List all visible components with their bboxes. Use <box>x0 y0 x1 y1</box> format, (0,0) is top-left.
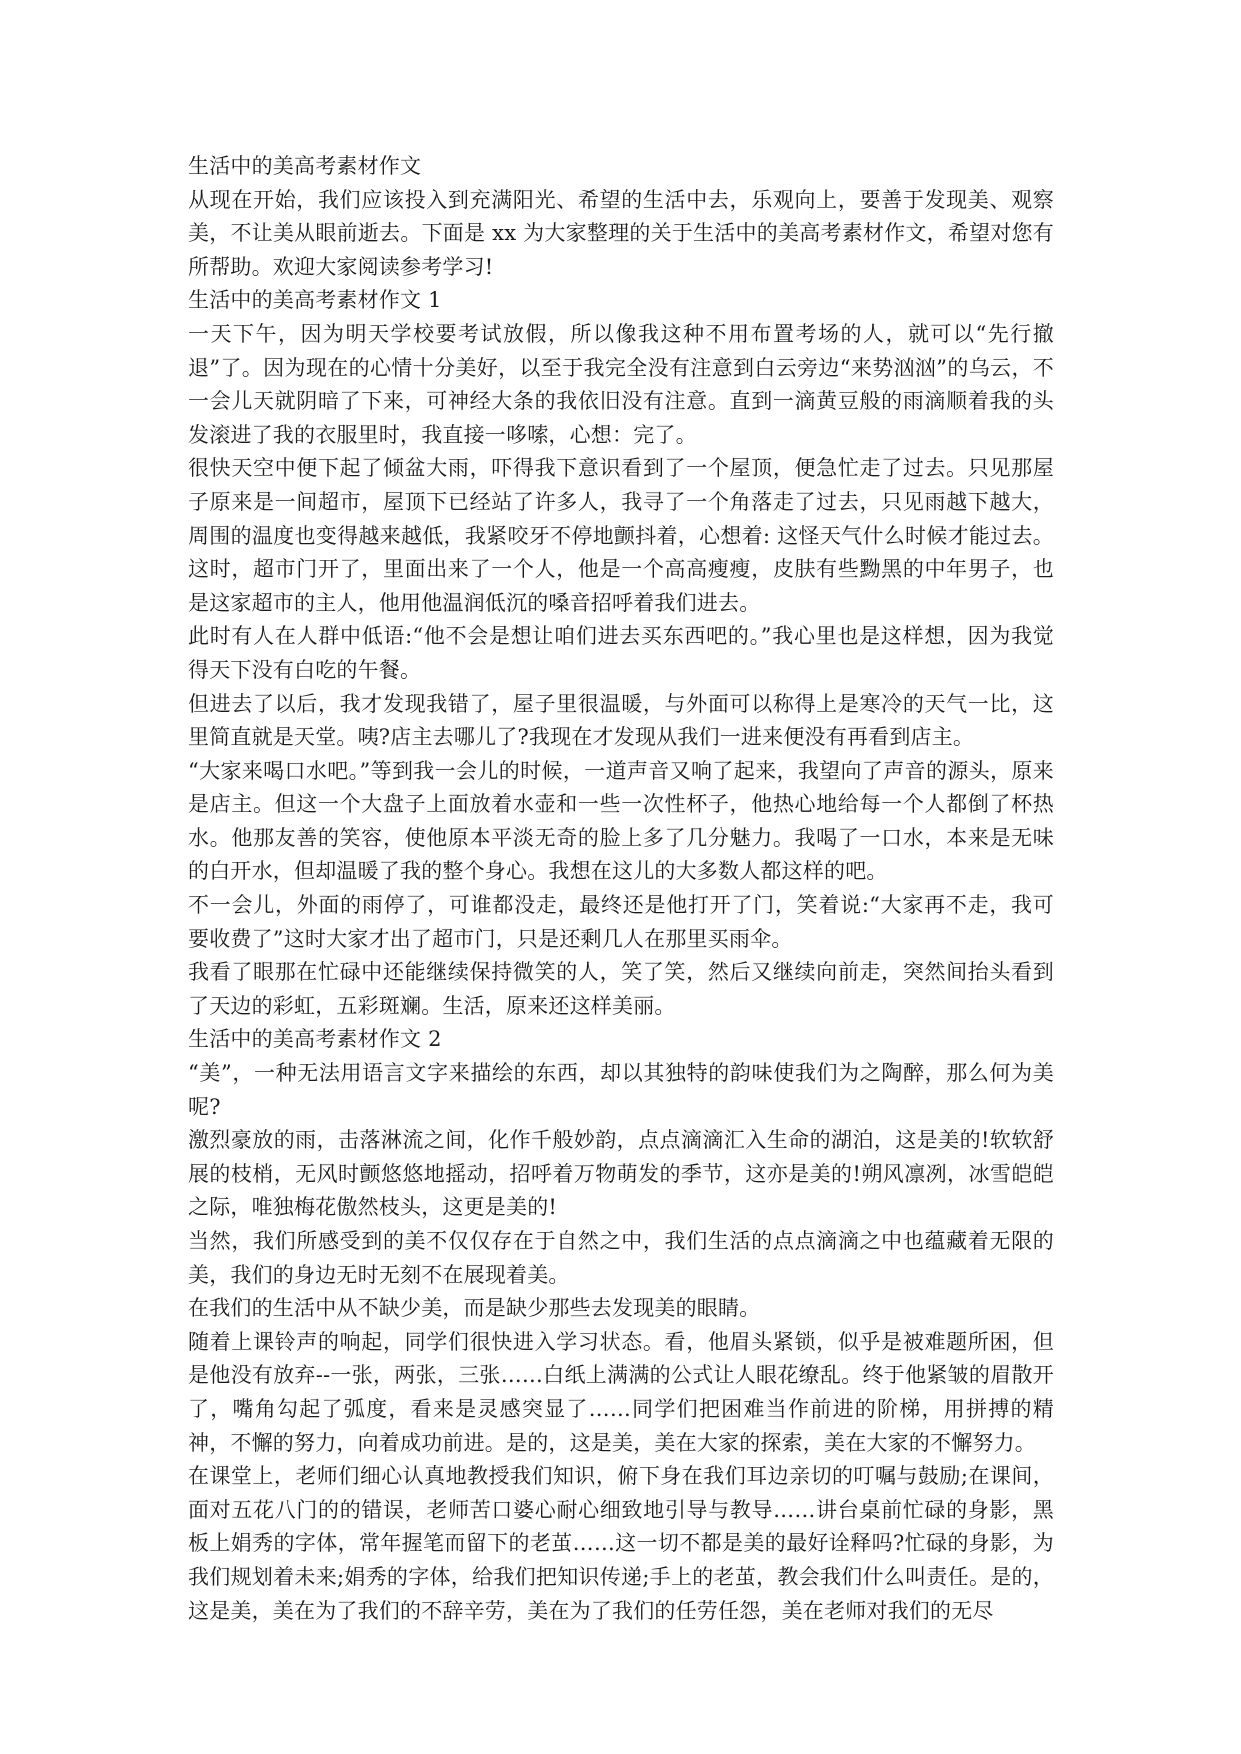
essay-2-paragraph-1: “美”，一种无法用语言文字来描绘的东西，却以其独特的韵味使我们为之陶醉，那么何为美呢? <box>188 1061 1054 1119</box>
essay-1-paragraph-3: 此时有人在人群中低语:“他不会是想让咱们进去买东西吧的。”我心里也是这样想，因为我觉得天下没有白吃的午餐。 <box>188 624 1054 682</box>
essay-2-paragraph-6: 在课堂上，老师们细心认真地教授我们知识，俯下身在我们耳边亲切的叮嘱与鼓励;在课间，面对五花八门的的错误，老师苦口婆心耐心细致地引导与教导……讲台桌前忙碌的身影，黑板上娟秀的字体，常年握笔而留下的老茧……这一切不都是美的最好诠释吗?忙碌的身影，为我们规划着未来;娟秀的字体，给我们把知识传递;手上的老茧，教会我们什么叫责任。是的，这是美，美在为了我们的不辞辛劳，美在为了我们的任劳任怨，美在老师对我们的无尽 <box>188 1464 1054 1623</box>
essay-1-paragraph-1: 一天下午，因为明天学校要考试放假，所以像我这种不用布置考场的人，就可以“先行撤退”了。因为现在的心情十分美好，以至于我完全没有注意到白云旁边“来势汹汹”的乌云，不一会儿天就阴暗了下来，可神经大条的我依旧没有注意。直到一滴黄豆般的雨滴顺着我的头发滚进了我的衣服里时，我直接一哆嗦，心想：完了。 <box>188 321 1054 447</box>
essay-1-paragraph-5: “大家来喝口水吧。”等到我一会儿的时候，一道声音又响了起来，我望向了声音的源头，原来是店主。但这一个大盘子上面放着水壶和一些一次性杯子，他热心地给每一个人都倒了杯热水。他那友善的笑容，使他原本平淡无奇的脸上多了几分魅力。我喝了一口水，本来是无味的白开水，但却温暖了我的整个身心。我想在这儿的大多数人都这样的吧。 <box>188 758 1054 884</box>
essay-1-paragraph-2: 很快天空中便下起了倾盆大雨，吓得我下意识看到了一个屋顶，便急忙走了过去。只见那屋子原来是一间超市，屋顶下已经站了许多人，我寻了一个角落走了过去，只见雨越下越大，周围的温度也变得越来越低，我紧咬牙不停地颤抖着，心想着: 这怪天气什么时候才能过去。这时，超市门开了，里面出来了一个人，他是一个高高瘦瘦，皮肤有些黝黑的中年男子，也是这家超市的主人，他用他温润低沉的嗓音招呼着我们进去。 <box>188 456 1054 615</box>
intro-paragraph: 从现在开始，我们应该投入到充满阳光、希望的生活中去，乐观向上，要善于发现美、观察美，不让美从眼前逝去。下面是 xx 为大家整理的关于生活中的美高考素材作文，希望对您有所帮助。欢迎大家阅读参考学习! <box>188 187 1054 279</box>
essay-2-heading: 生活中的美高考素材作文 2 <box>188 1027 442 1052</box>
essay-1-heading: 生活中的美高考素材作文 1 <box>188 288 442 313</box>
essay-2-paragraph-4: 在我们的生活中从不缺少美，而是缺少那些去发现美的眼睛。 <box>188 1296 761 1321</box>
document-page <box>188 150 1054 1628</box>
essay-1-paragraph-7: 我看了眼那在忙碌中还能继续保持微笑的人，笑了笑，然后又继续向前走，突然间抬头看到了天边的彩虹，五彩斑斓。生活，原来还这样美丽。 <box>188 960 1054 1018</box>
essay-2-paragraph-5: 随着上课铃声的响起，同学们很快进入学习状态。看，他眉头紧锁，似乎是被难题所困，但是他没有放弃--一张，两张，三张……白纸上满满的公式让人眼花缭乱。终于他紧皱的眉散开了，嘴角勾起了弧度，看来是灵感突显了……同学们把困难当作前进的阶梯，用拼搏的精神，不懈的努力，向着成功前进。是的，这是美，美在大家的探索，美在大家的不懈努力。 <box>188 1329 1054 1455</box>
essay-1-paragraph-6: 不一会儿，外面的雨停了，可谁都没走，最终还是他打开了门，笑着说:“大家再不走，我可要收费了”这时大家才出了超市门，只是还剩几人在那里买雨伞。 <box>188 893 1054 951</box>
essay-2-paragraph-3: 当然，我们所感受到的美不仅仅存在于自然之中，我们生活的点点滴滴之中也蕴藏着无限的美，我们的身边无时无刻不在展现着美。 <box>188 1229 1054 1287</box>
essay-1-paragraph-4: 但进去了以后，我才发现我错了，屋子里很温暖，与外面可以称得上是寒冷的天气一比，这里简直就是天堂。咦?店主去哪儿了?我现在才发现从我们一进来便没有再看到店主。 <box>188 691 1054 750</box>
essay-2-paragraph-2: 激烈豪放的雨，击落淋流之间，化作千般妙韵，点点滴滴汇入生命的湖泊，这是美的!软软舒展的枝梢，无风时颤悠悠地摇动，招呼着万物萌发的季节，这亦是美的!朔风凛冽，冰雪皑皑之际，唯独梅花傲然枝头，这更是美的! <box>188 1128 1054 1220</box>
document-title: 生活中的美高考素材作文 <box>188 154 422 178</box>
